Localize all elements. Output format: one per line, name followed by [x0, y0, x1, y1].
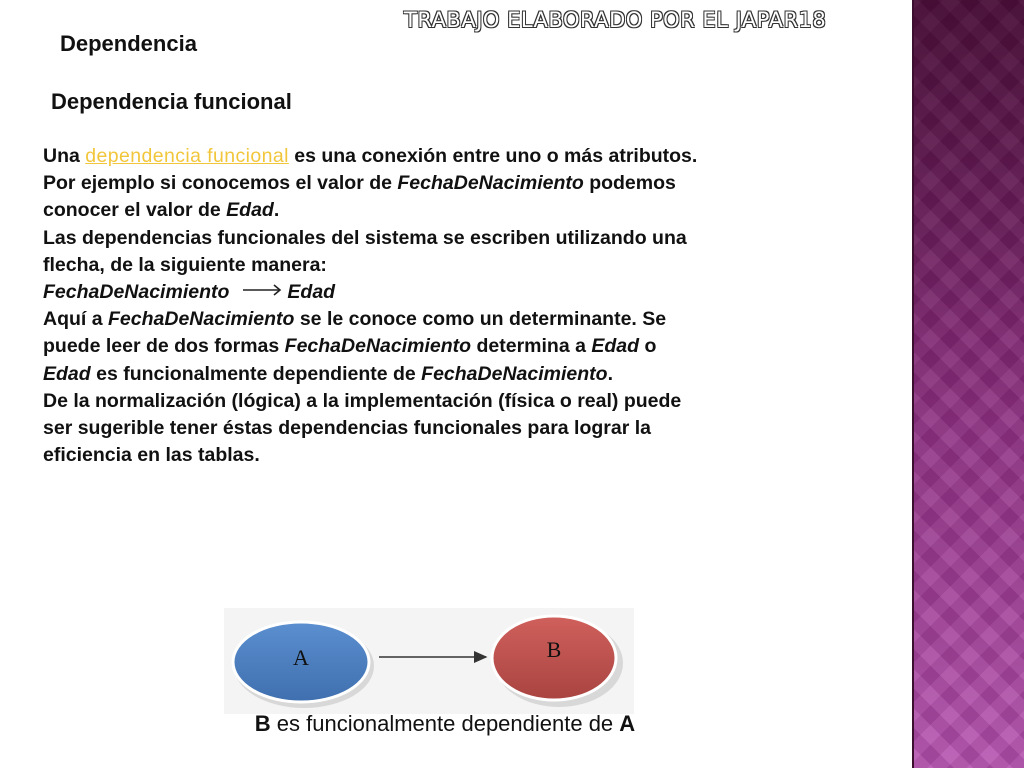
decorative-sidebar [912, 0, 1024, 768]
node-a-label: A [293, 645, 309, 671]
right-arrow-icon [229, 280, 287, 300]
dependencia-funcional-link[interactable]: dependencia funcional [85, 145, 289, 167]
node-b-label: B [546, 637, 562, 663]
paragraph-normalization: De la normalización (lógica) a la implementación (física o real) puede ser sugerible tener éstas dependencias funcionales para lograr la eficiencia en las tablas. [43, 389, 682, 467]
paragraph-definition: Una dependencia funcional es una conexión entre uno o más atributos. Por ejemplo si conocemos el valor de FechaDeNacimiento podemos conocer el valor de Edad. [43, 145, 698, 222]
dependency-example: FechaDeNacimiento Edad [43, 281, 336, 304]
section-subtitle: Dependencia funcional [51, 89, 292, 114]
paragraph-determinant: Aquí a FechaDeNacimiento se le conoce como un determinante. Se puede leer de dos formas FechaDeNacimiento determina a Edad o Edad es funcionalmente dependiente de FechaDeNacimiento. [43, 308, 667, 385]
dependency-diagram [224, 608, 634, 714]
watermark-text: TRABAJO ELABORADO POR EL JAPAR18 [404, 8, 827, 32]
body-text [43, 143, 703, 469]
diagram-caption: B es funcionalmente dependiente de A [254, 711, 636, 736]
paragraph-notation: Las dependencias funcionales del sistema se escriben utilizando una flecha, de la siguiente manera: [43, 226, 687, 276]
page-title: Dependencia [60, 31, 197, 56]
